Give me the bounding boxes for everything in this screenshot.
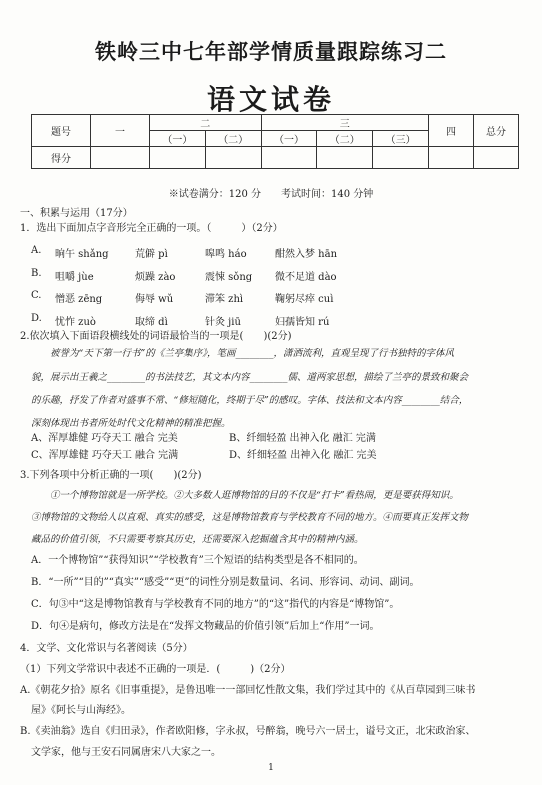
q3-option: A．一个博物馆”“获得知识”“学校教育”三个短语的结构类型是各不相同的。 <box>31 555 364 566</box>
school-title: 铁岭三中七年部学情质量跟踪练习二 <box>95 39 447 64</box>
score-input-cell[interactable] <box>373 147 429 169</box>
q1-option-item: 取缔 dì <box>135 317 168 328</box>
subject-title: 语文试卷 <box>206 83 335 116</box>
q1-option-item: 烦躁 zào <box>135 272 176 283</box>
q2-option: D、纤细轻盈 出神入化 融汇 完美 <box>229 450 377 461</box>
cell-score-label: 得分 <box>32 147 91 169</box>
q2-option: A、浑厚雄健 巧夺天工 融合 完美 <box>31 433 178 444</box>
q1-option-label: A. <box>31 245 42 256</box>
q1-option-item: 鞠躬尽瘁 cuì <box>275 294 334 305</box>
q2-passage-line: 深刻体现出书者所处时代文化精神的精准把握。 <box>31 418 231 429</box>
q2-option: B、纤细轻盈 出神入化 融汇 完满 <box>229 433 376 444</box>
cell-sub-3-2: （二） <box>317 131 373 147</box>
cell-part-1: 一 <box>91 115 150 147</box>
question-2-stem: 2.依次填入下面语段横线处的词语最恰当的一项是( )(2分) <box>20 331 292 342</box>
q1-option-label: C. <box>31 290 42 301</box>
cell-sub-2-2: （二） <box>205 131 261 147</box>
q1-option-item: 忧怍 zuò <box>55 317 96 328</box>
score-input-cell[interactable] <box>205 147 261 169</box>
cell-part-2: 二 <box>150 115 262 131</box>
score-input-cell[interactable] <box>317 147 373 169</box>
q1-option-item: 荒僻 pì <box>135 249 168 260</box>
q3-option: D．句④是病句，修改方法是在“发挥文物藏品的价值引领”后加上“作用”一词。 <box>31 621 380 632</box>
cell-sub-3-3: （三） <box>373 131 429 147</box>
q2-passage-line: 貌，展示出王羲之________的书法技艺，其文本内容________儒、道两家思想，描绘了兰亭的景致和聚会 <box>31 372 469 383</box>
cell-sub-3-1: （一） <box>261 131 317 147</box>
q4-option-line: B.《卖油翁》选自《归田录》，作者欧阳修，字永叔，号醉翁，晚号六一居士，谥号文正，北宋政治家、 <box>20 726 476 737</box>
q1-option-label: B. <box>31 268 42 279</box>
q1-option-item: 妇孺皆知 rú <box>275 317 330 328</box>
cell-part-4: 四 <box>429 115 474 147</box>
q4-sub1-stem: （1）下列文学常识中表述不正确的一项是．( )（2分） <box>20 664 291 675</box>
score-input-cell[interactable] <box>474 147 519 169</box>
question-4-stem: 4．文学、文化常识与名著阅读（5分） <box>20 643 193 654</box>
q3-option: B．“一所”“目的”“真实”“感受”“更”的词性分别是数量词、名词、形容词、动词、副词。 <box>31 577 420 588</box>
q1-option-item: 针灸 jiū <box>205 317 241 328</box>
q1-option-item: 嗥鸣 háo <box>205 249 247 260</box>
q1-option-item: 憎恶 zēng <box>55 294 103 305</box>
q4-option-line: A.《朝花夕拾》原名《旧事重提》，是鲁迅唯一一部回忆性散文集，我们学过其中的《从百草园到三味书 <box>20 685 476 696</box>
score-input-cell[interactable] <box>261 147 317 169</box>
q1-option-item: 咀嚼 jùe <box>55 272 94 283</box>
q2-passage-line: 被誉为“天下第一行书”的《兰亭集序》，笔画________，潇洒流利，直观呈现了行书独特的字体风 <box>50 348 454 359</box>
cell-question-no: 题号 <box>32 115 91 147</box>
question-1-stem: 1．选出下面加点字音形完全正确的一项。（ ）（2分） <box>20 223 283 234</box>
score-input-cell[interactable] <box>91 147 150 169</box>
q1-option-item: 酣然入梦 hān <box>275 249 338 260</box>
q2-passage-line: 的乐趣，抒发了作者对盛事不常、“修短随化，终期于尽”的感叹。字体、技法和文本内容________结合， <box>31 395 469 406</box>
q1-option-label: D. <box>31 313 42 324</box>
q2-option: C、浑厚雄健 巧夺天工 融合 完满 <box>31 450 179 461</box>
q1-option-item: 滞笨 zhì <box>205 294 244 305</box>
q1-option-item: 侮辱 wǔ <box>135 294 174 305</box>
question-3-stem: 3.下列各项中分析正确的一项( )(2分) <box>20 470 202 481</box>
q4-option-line: 屋》《阿长与山海经》。 <box>31 705 131 716</box>
q4-option-line: 文学家，他与王安石同属唐宋八大家之一。 <box>31 747 221 758</box>
page-number: 1 <box>268 763 274 773</box>
q3-passage-line: ①一个博物馆就是一所学校。②大多数人逛博物馆的目的不仅是“打卡”看热闹，更是要获得知识。 <box>50 490 459 501</box>
cell-part-3: 三 <box>261 115 428 131</box>
q3-passage-line: 藏品的价值引领，不只需要考察其历史，还需要深入挖掘蕴含其中的精神内涵。 <box>31 534 364 545</box>
q3-passage-line: ③博物馆的文物给人以直观、真实的感受，这是博物馆教育与学校教育不同的地方。④而要真正发挥文物 <box>31 512 469 523</box>
q1-option-item: 震悚 sǒng <box>205 272 253 283</box>
cell-total: 总分 <box>474 115 519 147</box>
cell-sub-2-1: （一） <box>150 131 206 147</box>
exam-info: ※试卷满分：120 分 考试时间：140 分钟 <box>168 189 374 200</box>
score-input-cell[interactable] <box>429 147 474 169</box>
q1-option-item: 微不足道 dào <box>275 272 337 283</box>
section-heading: 一、积累与运用（17分） <box>20 208 133 219</box>
q3-option: C．句③中“这是博物馆教育与学校教育不同的地方”的“这”指代的内容是“博物馆”。 <box>31 599 400 610</box>
score-table <box>31 114 519 169</box>
score-input-cell[interactable] <box>150 147 206 169</box>
q1-option-item: 晌午 shǎng <box>55 249 109 260</box>
